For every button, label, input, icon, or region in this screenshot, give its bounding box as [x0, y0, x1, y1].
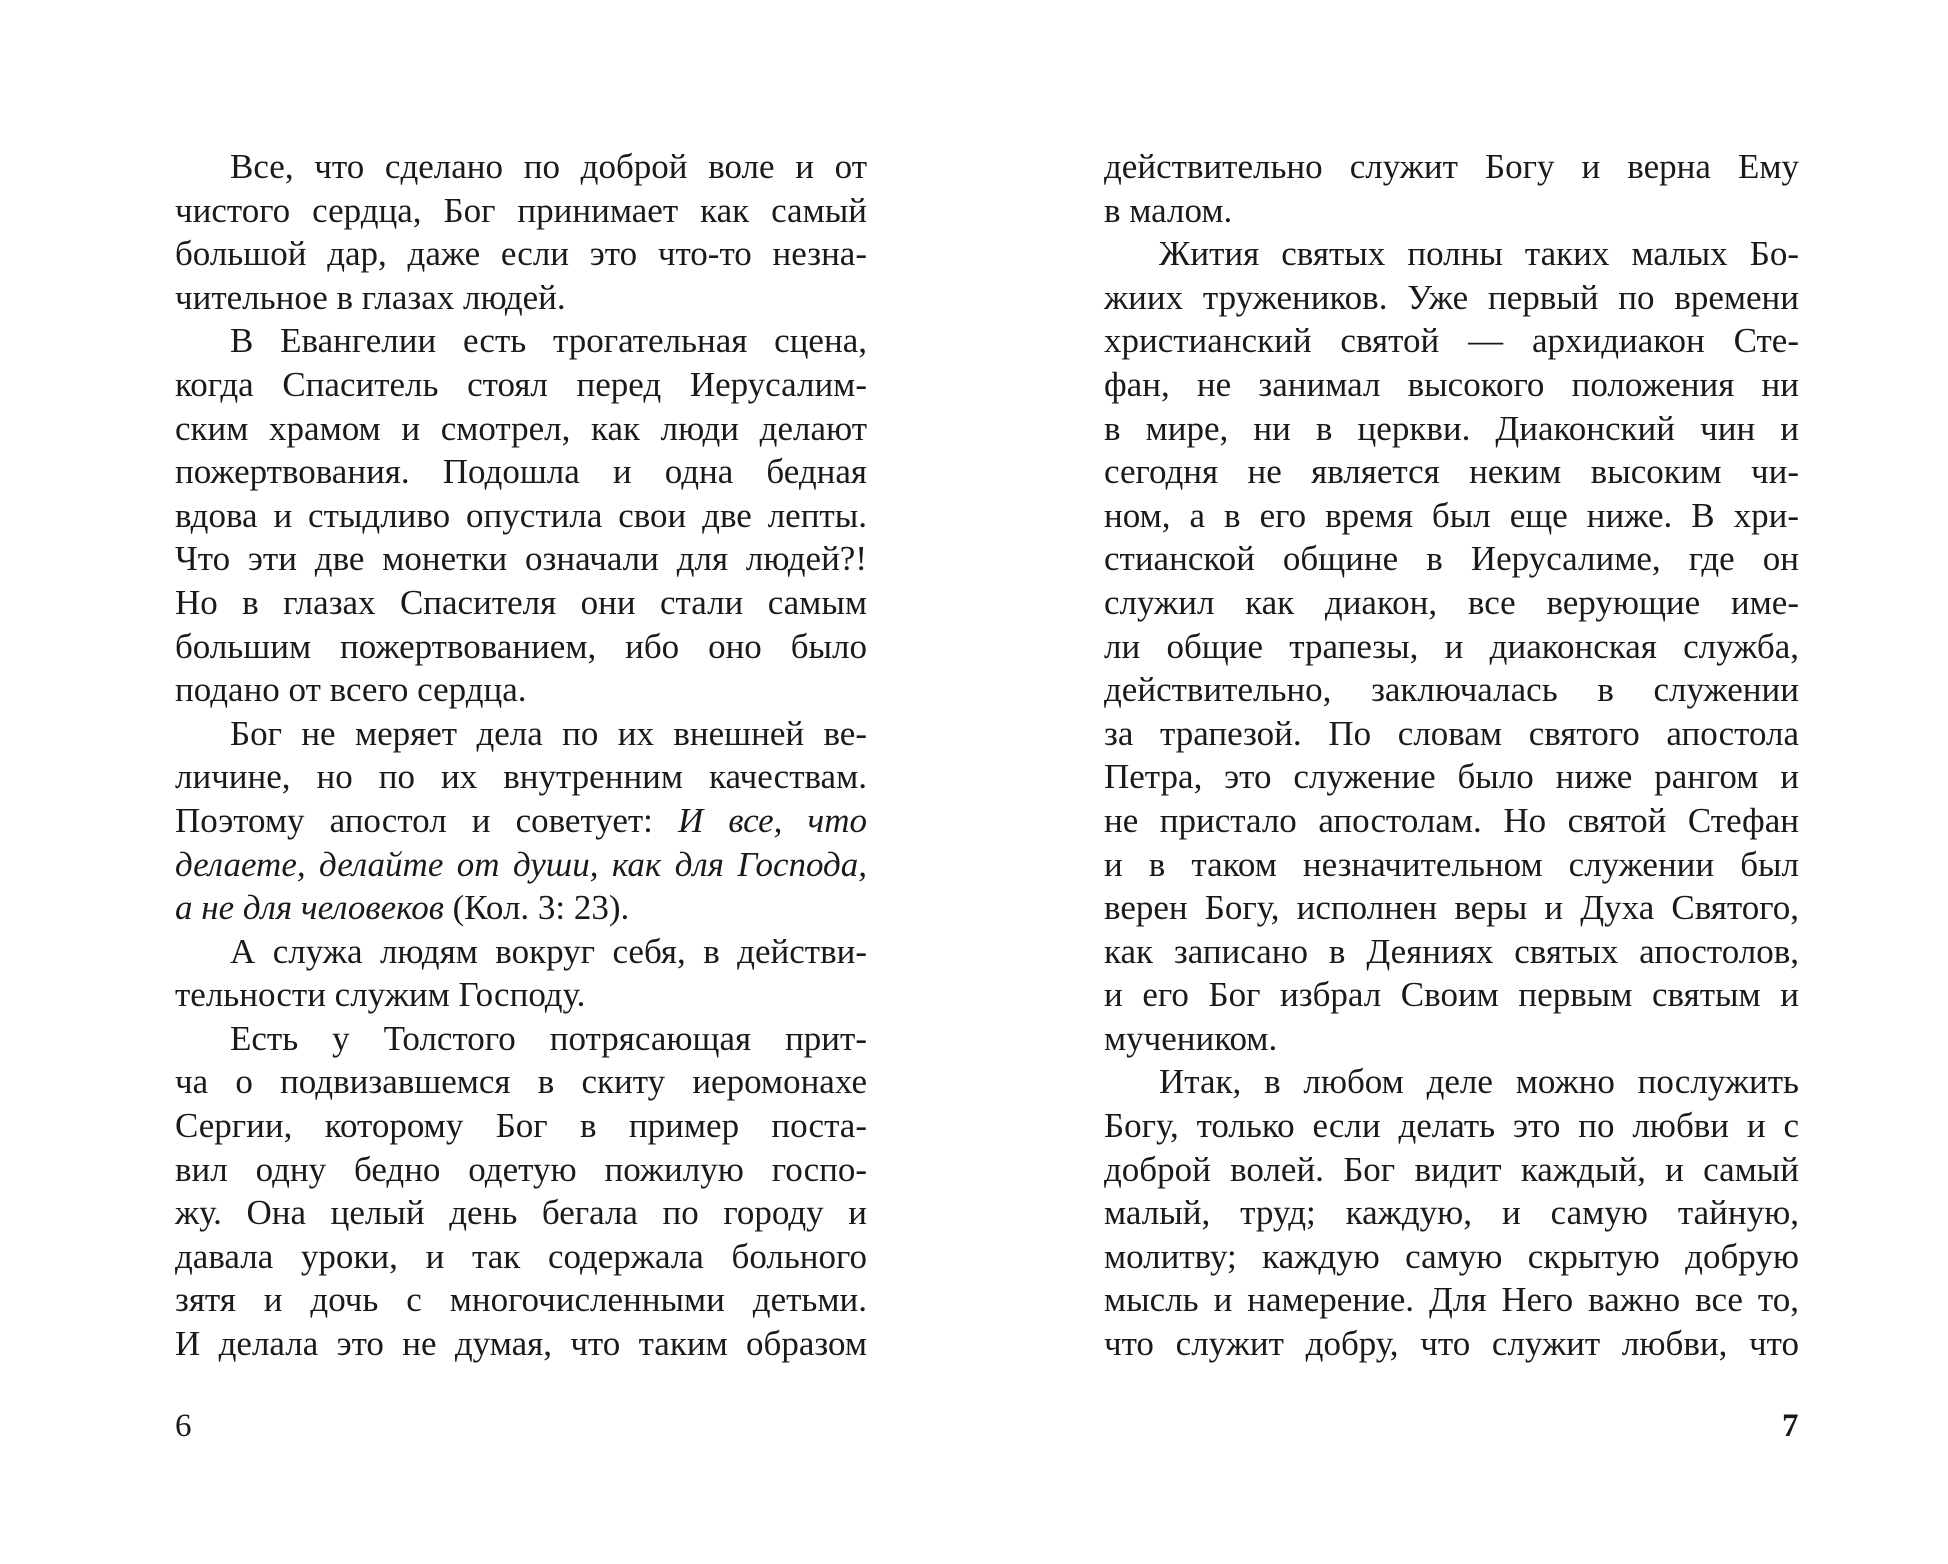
quote-segment: И все, что [677, 800, 867, 840]
text-line: малый, труд; каждую, и самую тайную, [1104, 1193, 1799, 1233]
text-line: Что эти две монетки означали для людей?! [175, 539, 867, 579]
quote-segment: а не для человеков [175, 888, 444, 928]
text-line: христианский святой — архидиакон Сте- [1104, 321, 1799, 361]
text-line: за трапезой. По словам святого апостола [1104, 713, 1799, 753]
right-page-text [1104, 145, 1799, 1366]
text-line: ли общие трапезы, и диаконская служба, [1104, 626, 1799, 666]
text-line: Все, что сделано по доброй воле и от [230, 147, 867, 186]
text-line: сегодня не является неким высоким чи- [1104, 452, 1799, 492]
text-line: ским храмом и смотрел, как люди делают [175, 408, 867, 448]
text-line: служил как диакон, все верующие име- [1104, 582, 1799, 622]
text-line: вил одну бедно одетую пожилую госпо- [175, 1149, 867, 1189]
text-line: подано от всего сердца. [175, 670, 527, 710]
text-line: И делала это не думая, что таким образом [175, 1324, 867, 1364]
text-line: зятя и дочь с многочисленными детьми. [175, 1280, 867, 1320]
text-line: ном, а в его время был еще ниже. В хри- [1104, 495, 1799, 535]
text-line: и его Бог избрал Своим первым святым и [1104, 975, 1799, 1015]
text-line: в малом. [1104, 190, 1233, 230]
text-line: стианской общине в Иерусалиме, где он [1104, 539, 1799, 579]
quote-line: делаете, делайте от души, как для Господа, [175, 844, 867, 884]
text-line: чистого сердца, Бог принимает как самый [175, 190, 867, 230]
text-line: действительно, заключалась в служении [1104, 670, 1799, 710]
text-line: Но в глазах Спасителя они стали самым [175, 582, 867, 622]
text-line: В Евангелии есть трогательная сцена, [230, 321, 867, 361]
text-line: жиих тружеников. Уже первый по времени [1104, 277, 1799, 317]
text-line: Жития святых полны таких малых Бо- [1159, 234, 1799, 274]
text-line: Есть у Толстого потрясающая прит- [230, 1018, 867, 1058]
text-line: Богу, только если делать это по любви и с [1104, 1106, 1799, 1146]
text-line: когда Спаситель стоял перед Иерусалим- [175, 364, 867, 404]
text-line: большой дар, даже если это что-то незна- [175, 234, 867, 274]
text-line: Итак, в любом деле можно послужить [1159, 1062, 1799, 1102]
citation: (Кол. 3: 23). [443, 888, 630, 928]
left-page-text [175, 145, 867, 1366]
text-line: не пристало апостолам. Но святой Стефан [1104, 800, 1799, 840]
text-line: что служит добру, что служит любви, что [1104, 1324, 1799, 1364]
text-line: верен Богу, исполнен веры и Духа Святого, [1104, 888, 1799, 928]
text-line: и в таком незначительном служении был [1104, 844, 1799, 884]
text-segment: Поэтому апостол и советует: [175, 800, 678, 840]
text-line: как записано в Деяниях святых апостолов, [1104, 931, 1799, 971]
text-line: действительно служит Богу и верна Ему [1104, 147, 1799, 186]
text-line: доброй волей. Бог видит каждый, и самый [1104, 1149, 1799, 1189]
text-line: большим пожертвованием, ибо оно было [175, 626, 867, 666]
text-line: чительное в глазах людей. [175, 277, 566, 317]
text-line: молитву; каждую самую скрытую добрую [1104, 1236, 1799, 1276]
page-number: 6 [175, 1408, 192, 1444]
text-line: в мире, ни в церкви. Диаконский чин и [1104, 408, 1799, 448]
text-line: ча о подвизавшемся в скиту иеромонахе [175, 1062, 867, 1102]
page-number: 7 [1782, 1408, 1799, 1444]
text-line: тельности служим Господу. [175, 975, 586, 1015]
text-line: Петра, это служение было ниже рангом и [1104, 757, 1799, 797]
text-line: пожертвования. Подошла и одна бедная [175, 452, 867, 492]
text-line: вдова и стыдливо опустила свои две лепты. [175, 495, 867, 535]
text-line: давала уроки, и так содержала больного [175, 1236, 867, 1276]
text-line: мысль и намерение. Для Него важно все то, [1104, 1280, 1799, 1320]
text-line: фан, не занимал высокого положения ни [1104, 364, 1799, 404]
text-line: мучеником. [1104, 1018, 1278, 1058]
text-line: жу. Она целый день бегала по городу и [175, 1193, 867, 1233]
text-line: личине, но по их внутренним качествам. [175, 757, 867, 797]
text-line: А служа людям вокруг себя, в действи- [230, 931, 867, 971]
text-line: Бог не меряет дела по их внешней ве- [230, 713, 867, 753]
text-line [175, 886, 867, 930]
right-page [974, 0, 1948, 1564]
text-line [175, 799, 867, 843]
text-line: Сергии, которому Бог в пример поста- [175, 1106, 867, 1146]
